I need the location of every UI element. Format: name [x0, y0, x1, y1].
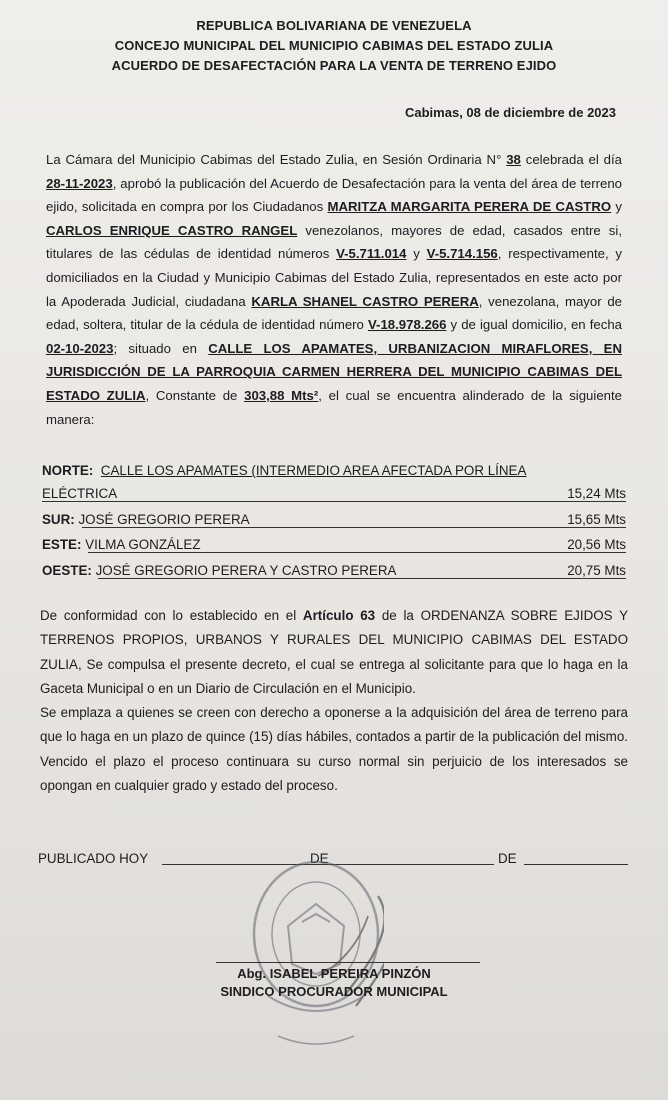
- signature-line: [216, 962, 480, 963]
- id-number-1: V-5.711.014: [336, 246, 407, 262]
- boundary-norte-cont: ELÉCTRICA 15,24 Mts: [42, 486, 626, 501]
- closing-paragraphs: [40, 604, 628, 798]
- boundary-norte: NORTE: CALLE LOS APAMATES (INTERMEDIO AREA AFECTADA POR LÍNEA: [42, 463, 527, 478]
- closing-paragraph-2: Se emplaza a quienes se creen con derecho a oponerse a la adquisición del área de terreno para que lo haga en un plazo de quince (15) días hábiles, contados a partir de la publicación del mismo. Vencido el plazo el proceso continuara su curso normal sin perjuicio de los interesados se opongan en cualquier grado y estado del proceso.: [40, 705, 628, 794]
- property-area: 303,88 Mts²: [244, 387, 319, 403]
- property-location: CALLE LOS APAMATES, URBANIZACION MIRAFLORES, EN JURISDICCIÓN DE LA PARROQUIA CARMEN HERRERA DEL MUNICIPIO CABIMAS DEL ESTADO ZULIA: [46, 340, 622, 403]
- document-date: Cabimas, 08 de diciembre de 2023: [405, 105, 616, 120]
- boundary-norte-value: 15,24 Mts: [567, 486, 626, 501]
- buyer-1: MARITZA MARGARITA PERERA DE CASTRO: [327, 199, 612, 215]
- closing-paragraph-1: De conformidad con lo establecido en el Artículo 63 de la ORDENANZA SOBRE EJIDOS Y TERRENOS PROPIOS, URBANOS Y RURALES DEL MUNICIPIO CABIMAS DEL ESTADO ZULIA, Se compulsa el presente decreto, el cual se entrega al solicitante para que lo haga en la Gaceta Municipal o en un Diario de Circulación en el Municipio.: [40, 608, 629, 696]
- header-line-3: ACUERDO DE DESAFECTACIÓN PARA LA VENTA DE TERRENO EJIDO: [111, 58, 557, 73]
- attorney-name: KARLA SHANEL CASTRO PERERA: [251, 293, 479, 309]
- boundary-este: ESTE: VILMA GONZÁLEZ 20,56 Mts: [42, 537, 626, 552]
- id-number-2: V-5.714.156: [426, 246, 498, 262]
- id-number-3: V-18.978.266: [367, 317, 447, 333]
- session-number: 38: [506, 152, 521, 167]
- header-line-2: CONCEJO MUNICIPAL DEL MUNICIPIO CABIMAS DEL ESTADO ZULIA: [114, 38, 554, 53]
- boundary-oeste: OESTE: JOSÉ GREGORIO PERERA Y CASTRO PERERA 20,75 Mts: [42, 563, 626, 578]
- publication-line: PUBLICADO HOY DE DE: [38, 846, 638, 868]
- municipal-seal-icon: [248, 856, 384, 1056]
- signatory-title: SINDICO PROCURADOR MUNICIPAL: [220, 984, 448, 999]
- header-line-1: REPUBLICA BOLIVARIANA DE VENEZUELA: [196, 18, 472, 33]
- boundary-sur-value: 15,65 Mts: [567, 512, 626, 527]
- boundary-oeste-value: 20,75 Mts: [567, 563, 626, 578]
- buyer-2: CARLOS ENRIQUE CASTRO RANGEL: [46, 222, 298, 238]
- signatory-name: Abg. ISABEL PEREIRA PINZÓN: [237, 966, 431, 981]
- main-paragraph: La Cámara del Municipio Cabimas del Estado Zulia, en Sesión Ordinaria N° 38 celebrada el día 28-11-2023, aprobó la publicación del Acuerdo de Desafectación para la venta del área de terreno ejido, solicitada en compra por los Ciudadanos MARITZA MARGARITA PERERA DE CASTRO y CARLOS ENRIQUE CASTRO RANGEL venezolanos, mayores de edad, casados entre si, titulares de las cédulas de identidad números V-5.711.014 y V-5.714.156, respectivamente, y domiciliados en la Ciudad y Municipio Cabimas del Estado Zulia, representados en este acto por la Apoderada Judicial, ciudadana KARLA SHANEL CASTRO PERERA, venezolana, mayor de edad, soltera, titular de la cédula de identidad número V-18.978.266 y de igual domicilio, en fecha 02-10-2023; situado en CALLE LOS APAMATES, URBANIZACION MIRAFLORES, EN JURISDICCIÓN DE LA PARROQUIA CARMEN HERRERA DEL MUNICIPIO CABIMAS DEL ESTADO ZULIA, Constante de 303,88 Mts², el cual se encuentra alinderado de la siguiente manera:: [46, 152, 622, 427]
- power-date: 02-10-2023: [46, 340, 114, 356]
- session-date: 28-11-2023: [46, 175, 113, 191]
- boundary-sur: SUR: JOSÉ GREGORIO PERERA 15,65 Mts: [42, 512, 626, 527]
- boundary-este-value: 20,56 Mts: [567, 537, 626, 552]
